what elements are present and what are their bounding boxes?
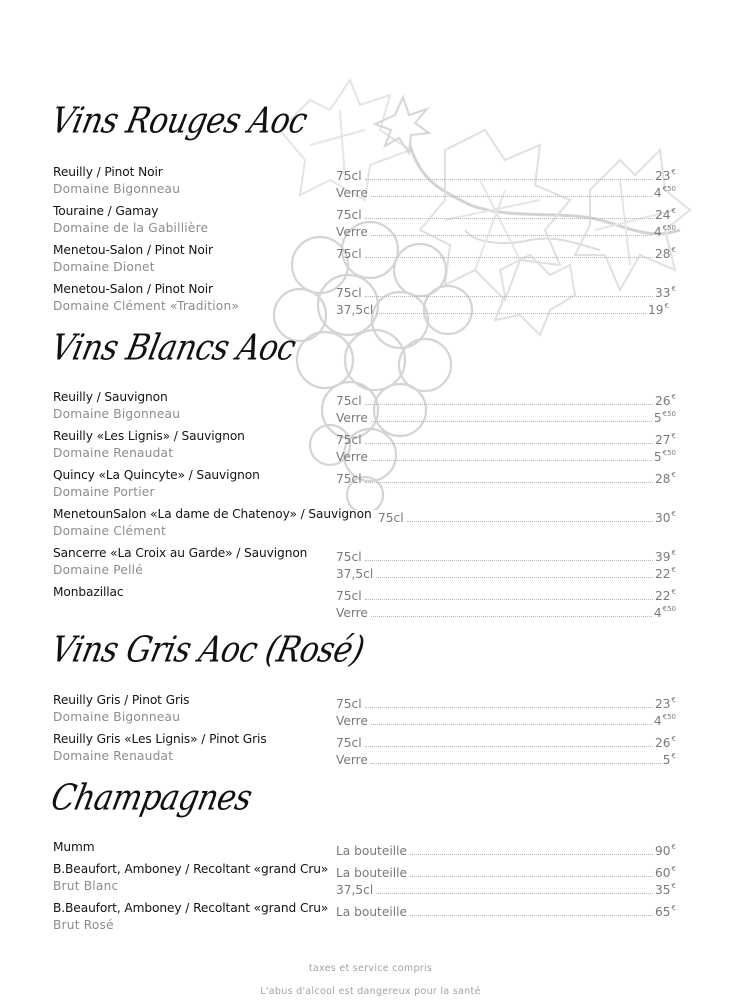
price-amount: 5	[653, 411, 662, 425]
price-currency: €	[671, 752, 676, 760]
menu-row	[0, 483, 741, 501]
menu-row	[0, 691, 741, 709]
serving-size: 75cl	[336, 247, 362, 261]
price	[654, 444, 676, 466]
price	[654, 405, 676, 427]
price-amount: 24	[655, 208, 671, 222]
serving-size: 37,5cl	[336, 567, 374, 581]
wine-name: Menetou-Salon / Pinot Noir	[53, 243, 213, 257]
wine-name: B.Beaufort, Amboney / Recoltant «grand Cru»	[53, 862, 329, 876]
price-amount: 22	[655, 589, 671, 603]
taxes-note: taxes et service compris	[308, 963, 433, 974]
wine-name: Touraine / Gamay	[53, 204, 159, 218]
price-amount: 30	[655, 511, 671, 525]
price-line	[336, 600, 676, 622]
price-currency: €	[671, 510, 676, 518]
serving-size: La bouteille	[336, 866, 407, 880]
serving-size: 75cl	[336, 394, 362, 408]
price-amount: 4	[653, 225, 662, 239]
price-line	[336, 219, 676, 241]
menu-row	[0, 561, 741, 579]
price-currency: €	[671, 735, 676, 743]
leader-dots	[371, 762, 661, 764]
price-currency: €	[671, 168, 676, 176]
serving-size: 75cl	[336, 589, 362, 603]
menu-row	[0, 860, 741, 878]
menu-row	[0, 747, 741, 765]
menu-row	[0, 241, 741, 259]
price-line	[336, 297, 669, 319]
menu-row	[0, 522, 741, 540]
section-title: Vins Blancs Aoc	[47, 327, 300, 369]
price-line	[336, 877, 676, 899]
wine-name: B.Beaufort, Amboney / Recoltant «grand Cru»	[53, 901, 329, 915]
price-line	[336, 180, 676, 202]
menu-row	[0, 280, 741, 298]
wine-name: Reuilly Gris «Les Lignis» / Pinot Gris	[53, 732, 267, 746]
menu-row	[0, 297, 741, 315]
serving-size: 75cl	[336, 286, 362, 300]
price-amount: 60	[655, 866, 671, 880]
menu-row	[0, 444, 741, 462]
price-currency: €50	[662, 605, 676, 613]
menu-row	[0, 708, 741, 726]
price-amount: 28	[655, 247, 671, 261]
price-amount: 26	[655, 394, 671, 408]
serving-size: Verre	[336, 753, 368, 767]
price-currency: €50	[662, 185, 676, 193]
price-amount: 33	[655, 286, 671, 300]
price	[648, 297, 669, 319]
price-currency: €	[671, 882, 676, 890]
menu-row	[0, 505, 741, 523]
wine-name: Mumm	[53, 840, 95, 854]
wine-producer: Domaine Portier	[53, 485, 155, 499]
price-line	[336, 561, 676, 583]
leader-dots	[376, 892, 653, 894]
menu-row	[0, 916, 741, 934]
serving-size: 75cl	[336, 550, 362, 564]
leader-dots	[376, 576, 653, 578]
price-line	[336, 838, 676, 860]
wine-name: Sancerre «La Croix au Garde» / Sauvignon	[53, 546, 308, 560]
menu-row	[0, 600, 741, 618]
serving-size: 75cl	[336, 736, 362, 750]
wine-producer: Brut Blanc	[53, 879, 119, 893]
price	[655, 838, 676, 860]
menu-row	[0, 405, 741, 423]
serving-size: 37,5cl	[336, 883, 374, 897]
price-line	[336, 444, 676, 466]
price-amount: 23	[655, 169, 671, 183]
wine-producer: Domaine Bigonneau	[53, 182, 181, 196]
wine-name: MenetounSalon «La dame de Chatenoy» / Sauvignon	[53, 507, 372, 521]
price-line	[336, 405, 676, 427]
menu-row	[0, 877, 741, 895]
price-currency: €	[671, 566, 676, 574]
price	[654, 219, 676, 241]
price	[654, 180, 676, 202]
menu-row	[0, 427, 741, 445]
price-amount: 23	[655, 697, 671, 711]
price-currency: €50	[662, 410, 676, 418]
price-amount: 26	[655, 736, 671, 750]
price-amount: 5	[653, 450, 662, 464]
price-line	[336, 747, 676, 769]
wine-producer: Domaine Renaudat	[53, 446, 174, 460]
section-title: Vins Gris Aoc (Rosé)	[47, 629, 368, 671]
price-currency: €50	[662, 713, 676, 721]
leader-dots	[410, 853, 653, 855]
section-title: Vins Rouges Aoc	[47, 100, 311, 142]
price-currency: €	[671, 432, 676, 440]
menu-row	[0, 730, 741, 748]
menu-row	[0, 838, 741, 856]
serving-size: 75cl	[378, 511, 404, 525]
price-amount: 27	[655, 433, 671, 447]
wine-producer: Domaine Pellé	[53, 563, 143, 577]
price-amount: 90	[655, 844, 671, 858]
price-line	[336, 708, 676, 730]
wine-name: Monbazillac	[53, 585, 124, 599]
wine-producer: Domaine Bigonneau	[53, 407, 181, 421]
price-currency: €	[671, 549, 676, 557]
leader-dots	[371, 420, 652, 422]
price-amount: 4	[653, 714, 662, 728]
serving-size: 75cl	[336, 169, 362, 183]
price-currency: €	[671, 696, 676, 704]
serving-size: 75cl	[336, 433, 362, 447]
price-currency: €50	[662, 449, 676, 457]
wine-name: Reuilly / Sauvignon	[53, 390, 168, 404]
price	[663, 747, 676, 769]
menu-row	[0, 163, 741, 181]
section-title: Champagnes	[47, 777, 256, 819]
price-amount: 4	[653, 606, 662, 620]
price-amount: 39	[655, 550, 671, 564]
serving-size: 75cl	[336, 472, 362, 486]
price-currency: €	[671, 207, 676, 215]
leader-dots	[371, 459, 652, 461]
serving-size: La bouteille	[336, 905, 407, 919]
price-currency: €	[671, 393, 676, 401]
serving-size: Verre	[336, 225, 368, 239]
price-currency: €	[671, 843, 676, 851]
menu-row	[0, 219, 741, 237]
price-amount: 4	[653, 186, 662, 200]
serving-size: Verre	[336, 606, 368, 620]
serving-size: Verre	[336, 714, 368, 728]
wine-producer: Domaine Clément	[53, 524, 166, 538]
menu-row	[0, 583, 741, 601]
price-amount: 22	[655, 567, 671, 581]
menu-row	[0, 180, 741, 198]
wine-producer: Domaine Bigonneau	[53, 710, 181, 724]
serving-size: Verre	[336, 411, 368, 425]
menu-row	[0, 466, 741, 484]
menu-row	[0, 899, 741, 917]
wine-name: Quincy «La Quincyte» / Sauvignon	[53, 468, 260, 482]
wine-producer: Brut Rosé	[53, 918, 114, 932]
menu-row	[0, 202, 741, 220]
wine-name: Menetou-Salon / Pinot Noir	[53, 282, 213, 296]
leader-dots	[371, 195, 652, 197]
price-currency: €	[671, 904, 676, 912]
price-currency: €	[671, 471, 676, 479]
leader-dots	[376, 312, 646, 314]
price-currency: €	[671, 588, 676, 596]
serving-size: 75cl	[336, 208, 362, 222]
price-amount: 65	[655, 905, 671, 919]
price	[654, 708, 676, 730]
serving-size: Verre	[336, 186, 368, 200]
serving-size: La bouteille	[336, 844, 407, 858]
price	[654, 600, 676, 622]
price-currency: €	[671, 285, 676, 293]
leader-dots	[371, 615, 652, 617]
wine-producer: Domaine Renaudat	[53, 749, 174, 763]
price-amount: 5	[662, 753, 671, 767]
price-currency: €	[671, 246, 676, 254]
wine-name: Reuilly «Les Lignis» / Sauvignon	[53, 429, 245, 443]
price-amount: 35	[655, 883, 671, 897]
leader-dots	[371, 234, 652, 236]
wine-name: Reuilly / Pinot Noir	[53, 165, 163, 179]
wine-producer: Domaine Clément «Tradition»	[53, 299, 240, 313]
menu-row	[0, 388, 741, 406]
price	[655, 877, 676, 899]
wine-producer: Domaine Dionet	[53, 260, 155, 274]
leader-dots	[371, 723, 652, 725]
menu-row	[0, 258, 741, 276]
menu-row	[0, 544, 741, 562]
price-currency: €	[671, 865, 676, 873]
price	[655, 561, 676, 583]
price-currency: €	[664, 302, 669, 310]
wine-producer: Domaine de la Gabillière	[53, 221, 209, 235]
price-currency: €50	[662, 224, 676, 232]
price-amount: 28	[655, 472, 671, 486]
alcohol-warning: L'abus d'alcool est dangereux pour la santé	[260, 986, 481, 997]
serving-size: Verre	[336, 450, 368, 464]
wine-name: Reuilly Gris / Pinot Gris	[53, 693, 190, 707]
serving-size: 75cl	[336, 697, 362, 711]
price-amount: 19	[648, 303, 664, 317]
serving-size: 37,5cl	[336, 303, 374, 317]
